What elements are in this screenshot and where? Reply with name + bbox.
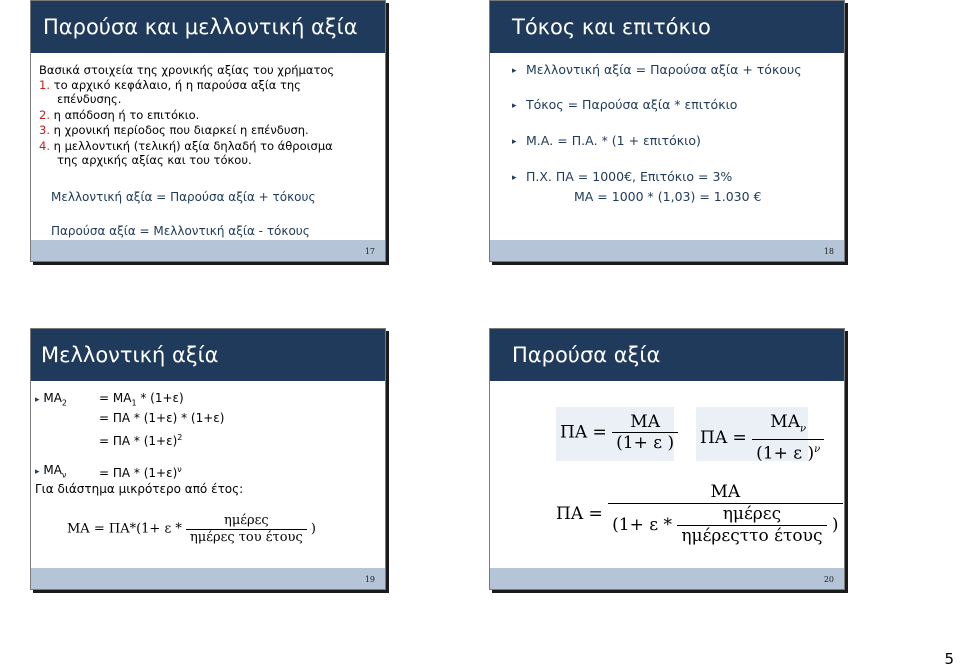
pv-days-fraction: ΜΑ (1+ ε * $\frac{\text{ημέρες}}{\text{ημέρεςττο έτους}}$ ) (608, 482, 842, 547)
footer-bar (490, 568, 844, 590)
slide-title: Παρούσα αξία (490, 329, 844, 381)
bullet-text: Π.Χ. ΠΑ = 1000€, Επιτόκιο = 3% (526, 169, 733, 184)
shorter-period-text: Για διάστημα μικρότερο από έτος: (35, 482, 244, 496)
slide-number: 17 (364, 247, 375, 256)
slide-20 (489, 328, 845, 590)
footer-bar (31, 568, 385, 590)
list-text: η μελλοντική (τελική) αξία δηλαδή το άθροισμα (53, 139, 333, 153)
example-result: ΜΑ = 1000 * (1,03) = 1.030 € (574, 189, 762, 204)
footer-bar (31, 240, 385, 262)
fraction-formula: ΜΑ = ΠΑ*(1+ ε * $\frac{\text{ημέρες}}{\text{ημέρες του έτους}}$ ) (67, 513, 316, 545)
man-sub: ν (61, 470, 67, 480)
pv-days-formula: ΠΑ = ΜΑ (1+ ε * $\frac{\text{ημέρες}}{\text{ημέρεςττο έτους}}$ ) (556, 482, 843, 547)
arrow-bullet-icon: ▸ (512, 101, 517, 111)
list-item-cont: επένδυσης. (57, 92, 122, 106)
list-number: 1. (39, 78, 50, 92)
slide-number: 19 (364, 575, 375, 584)
bullet-text: Μ.Α. = Π.Α. * (1 + επιτόκιο) (526, 133, 701, 148)
arrow-bullet-icon: ▸ (512, 66, 517, 76)
footer-bar (490, 240, 844, 262)
list-text: η χρονική περίοδος που διαρκεί η επένδυση. (53, 123, 309, 137)
list-item (39, 78, 301, 92)
ma2-label (35, 391, 67, 410)
formula-future-value: Μελλοντική αξία = Παρούσα αξία + τόκους (51, 190, 316, 204)
bullet-item (512, 169, 732, 184)
list-number: 3. (39, 123, 50, 137)
equation-row: = $MA_1 * (1+\varepsilon)$ (99, 391, 184, 408)
list-item (39, 123, 309, 137)
list-number: 2. (39, 108, 50, 122)
man-label (35, 463, 66, 482)
bullet-item (512, 62, 802, 77)
ma2-text: ΜΑ (43, 391, 62, 405)
formula-box-1: ΠΑ = $\frac{MA}{(1+ \varepsilon )}$ (556, 407, 674, 461)
slide-19 (30, 328, 386, 590)
list-text: η απόδοση ή το επιτόκιο. (53, 108, 200, 122)
pv-fraction: $\frac{MA}{(1+ \varepsilon )}$ (612, 412, 678, 453)
slide-number: 18 (823, 247, 834, 256)
bullet-item (512, 133, 701, 148)
list-item-cont: της αρχικής αξίας και του τόκου. (57, 153, 252, 167)
bullet-item (512, 97, 737, 112)
slide-title: Παρούσα και μελλοντική αξία (31, 1, 385, 53)
equation-row: = $\Pi A * (1+\varepsilon)^\nu$ (99, 465, 182, 480)
bullet-text: Μελλοντική αξία = Παρούσα αξία + τόκους (526, 62, 802, 77)
formula-present-value: Παρούσα αξία = Μελλοντική αξία - τόκους (51, 224, 310, 238)
list-item (39, 108, 199, 122)
slide-18 (489, 0, 845, 262)
pv-n-fraction: $\frac{MA_\nu}{(1+ \varepsilon )^\nu}$ (752, 412, 824, 464)
slide-title: Μελλοντική αξία (31, 329, 385, 381)
days-fraction: $\frac{\text{ημέρες}}{\text{ημέρες του έτους}}$ (186, 513, 307, 546)
arrow-bullet-icon: ▸ (512, 173, 517, 183)
formula-box-2: ΠΑ = $\frac{MA_\nu}{(1+ \varepsilon )^\nu}$ (696, 407, 808, 461)
slide-17 (30, 0, 386, 262)
list-number: 4. (39, 139, 50, 153)
arrow-bullet-icon: ▸ (35, 467, 40, 477)
ma2-sub: 2 (61, 398, 68, 408)
page-number: 5 (944, 650, 954, 668)
list-item (39, 139, 333, 153)
equation-row: = $\Pi A * (1+\varepsilon)^2$ (99, 433, 183, 448)
intro-text: Βασικά στοιχεία της χρονικής αξίας του χρήματος (39, 63, 335, 77)
days-inner-fraction: $\frac{\text{ημέρες}}{\text{ημέρεςττο έτους}}$ (677, 504, 826, 547)
slide-title: Τόκος και επιτόκιο (490, 1, 844, 53)
arrow-bullet-icon: ▸ (35, 395, 40, 405)
arrow-bullet-icon: ▸ (512, 137, 517, 147)
bullet-text: Τόκος = Παρούσα αξία * επιτόκιο (526, 97, 738, 112)
list-text: το αρχικό κεφάλαιο, ή η παρούσα αξία της (53, 78, 301, 92)
equation-row: = ΠΑ * (1+ε) * (1+ε) (99, 411, 225, 425)
slide-number: 20 (823, 575, 834, 584)
man-text: ΜΑ (43, 463, 62, 477)
